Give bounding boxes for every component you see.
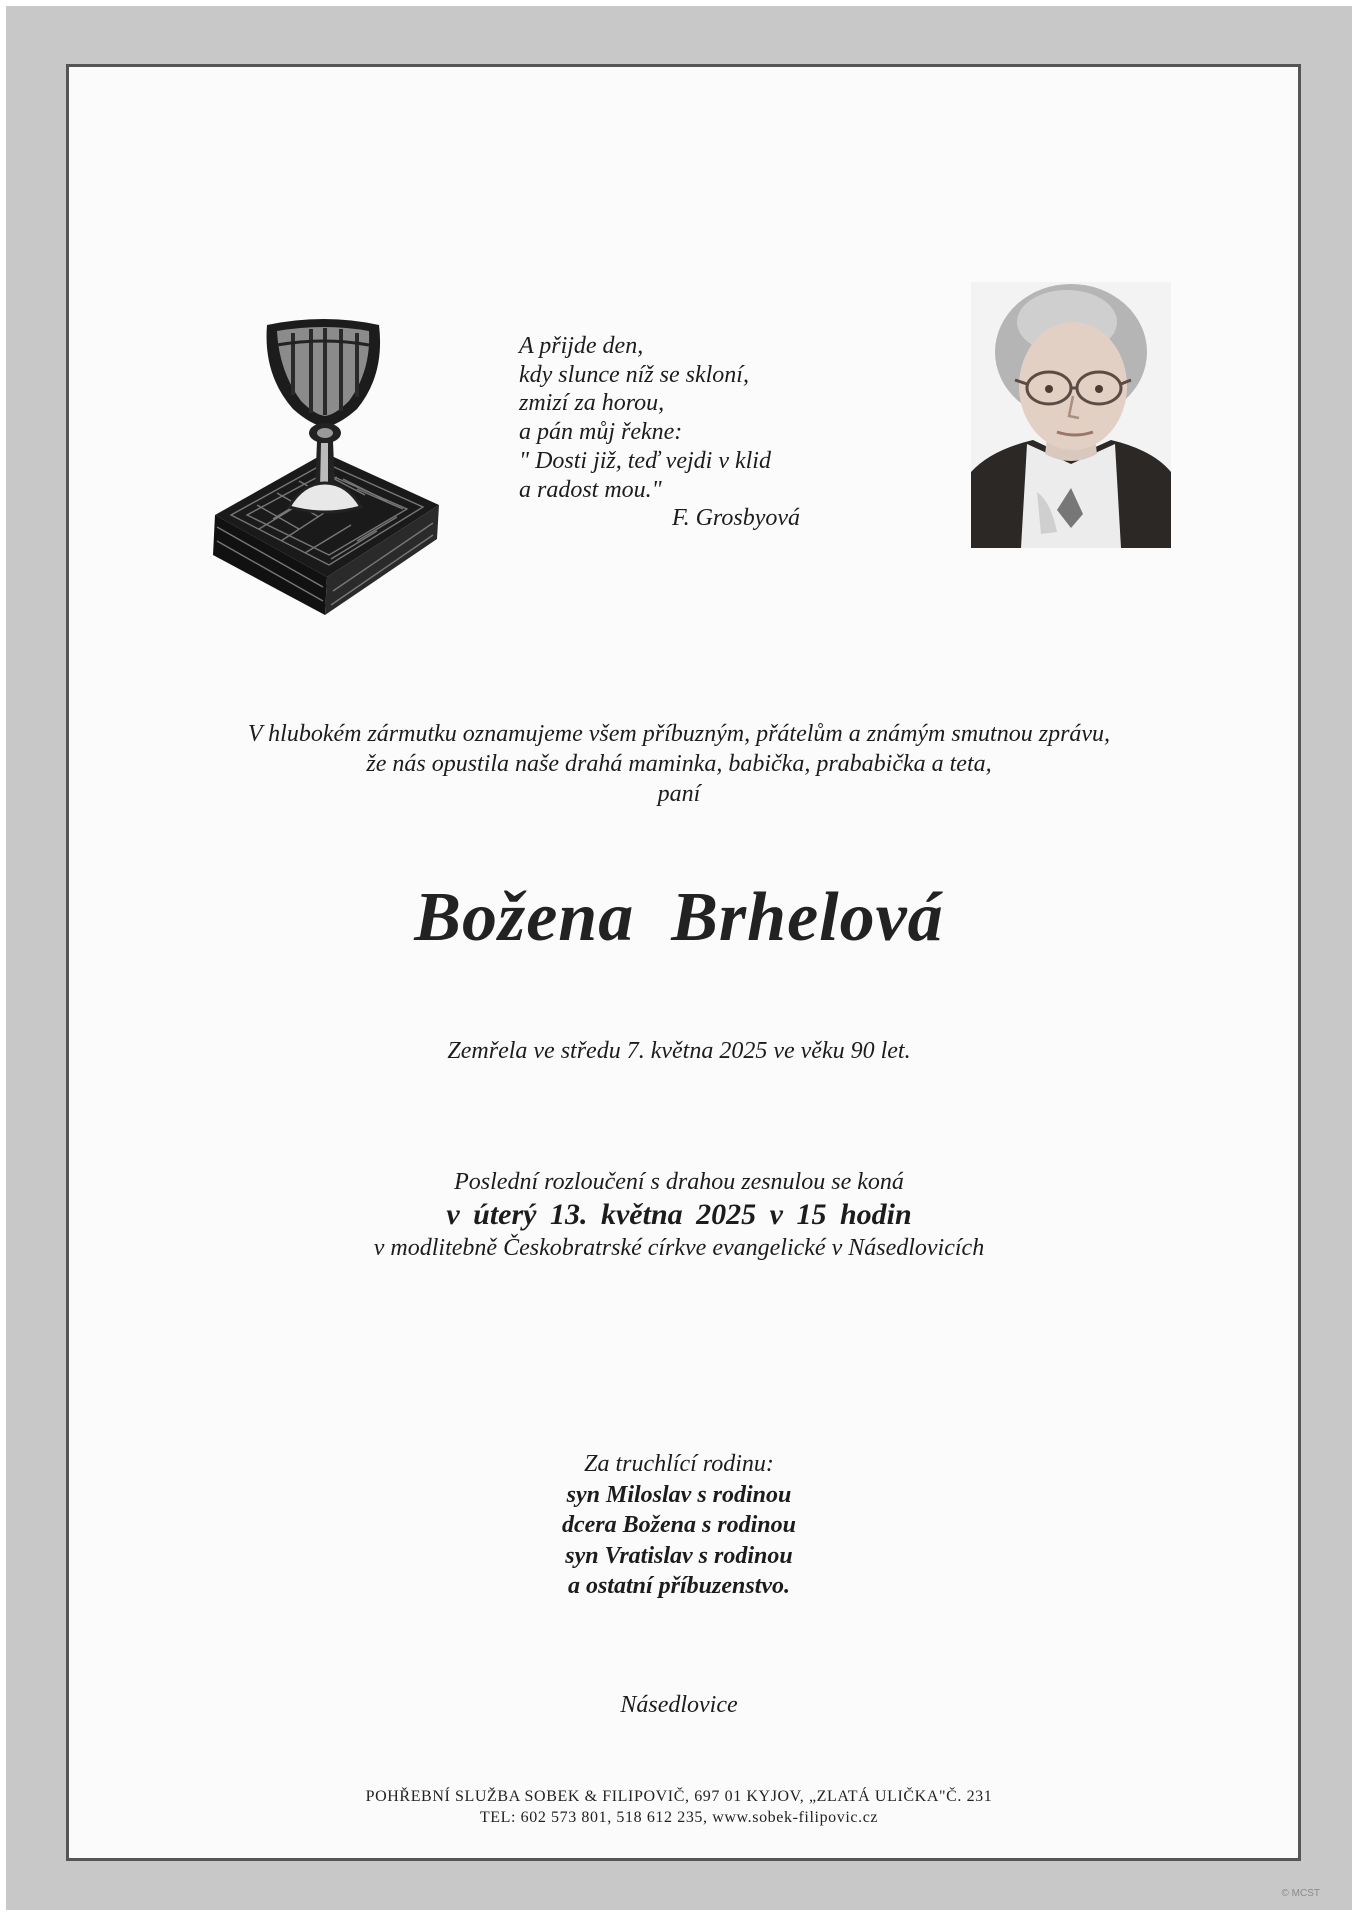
deceased-name: Božena Brhelová (414, 879, 944, 956)
funeral-service-footer (140, 1786, 1218, 1828)
poem-author: F. Grosbyová (672, 505, 800, 532)
announcement-line: V hlubokém zármutku oznamujeme všem příbuzným, přátelům a známým smutnou zprávu, (247, 721, 1111, 747)
footer-contact: TEL: 602 573 801, 518 612 235, www.sobek-filipovic.cz (479, 1809, 879, 1826)
ceremony-info (140, 1167, 1218, 1263)
ceremony-intro: Poslední rozloučení s drahou zesnulou se koná (454, 1169, 904, 1195)
family-member: syn Vratislav s rodinou (565, 1542, 793, 1569)
family-member: syn Miloslav s rodinou (566, 1481, 792, 1508)
poem (519, 332, 849, 533)
poem-line: " Dosti již, teď vejdi v klid (519, 447, 771, 474)
death-notice: Zemřela ve středu 7. května 2025 ve věku 90 let. (447, 1038, 911, 1064)
watermark: © MCST (1281, 1888, 1320, 1899)
family-member: a ostatní příbuzenstvo. (567, 1573, 791, 1599)
announcement-line: že nás opustila naše drahá maminka, babička, prababička a teta, (366, 751, 992, 777)
footer-company: POHŘEBNÍ SLUŽBA SOBEK & FILIPOVIČ, 697 01 KYJOV, „ZLATÁ ULIČKA"Č. 231 (365, 1788, 993, 1805)
ceremony-datetime: v úterý 13. května 2025 v 15 hodin (446, 1198, 912, 1231)
poem-line: A přijde den, (519, 333, 644, 359)
ceremony-place: v modlitebně Českobratrské církve evangelické v Násedlovicích (373, 1235, 985, 1261)
poem-line: a radost mou." (519, 476, 662, 503)
announcement (140, 719, 1218, 809)
family-intro: Za truchlící rodinu: (584, 1451, 774, 1477)
family-block (140, 1449, 1218, 1602)
family-member: dcera Božena s rodinou (561, 1512, 797, 1538)
town-name: Násedlovice (620, 1692, 738, 1718)
poem-line: zmizí za horou, (519, 390, 665, 417)
announcement-line: paní (657, 781, 701, 807)
poem-line: a pán můj řekne: (519, 419, 683, 446)
portrait-photo (971, 282, 1171, 548)
poem-line: kdy slunce níž se skloní, (519, 361, 749, 388)
chalice-on-bible-icon (207, 315, 442, 620)
